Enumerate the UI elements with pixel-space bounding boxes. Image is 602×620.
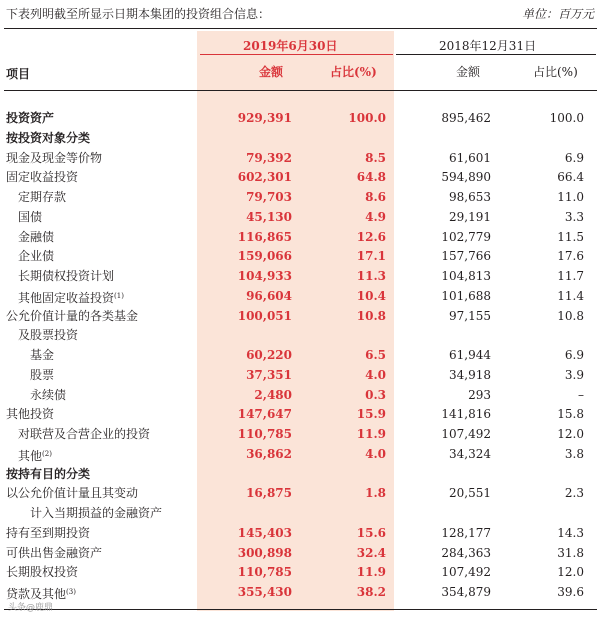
row-label [6, 484, 138, 503]
pct-2019-cell: 11.9 [356, 565, 386, 580]
pct-2018-cell: 14.3 [557, 525, 584, 540]
row-label-text: 金融债 [18, 229, 55, 244]
row-label-text: 持有至到期投资 [6, 525, 91, 540]
row-label [18, 228, 54, 247]
row-label [30, 346, 54, 365]
row-label [6, 307, 138, 326]
unit-label: 单位：百万元 [521, 7, 594, 21]
row-label [6, 405, 54, 424]
amount-header-2018: 金额 [456, 65, 481, 79]
table-row [0, 149, 602, 168]
amount-2018-cell: 293 [468, 387, 491, 402]
amount-2019-cell: 929,391 [237, 111, 292, 125]
amount-2018-cell: 895,462 [441, 111, 491, 125]
pct-2018-cell: 12.0 [557, 427, 584, 441]
table-row [0, 484, 602, 503]
pct-2018-cell: 6.9 [564, 150, 584, 165]
row-label-text: 对联营及合营企业的投资 [18, 427, 151, 441]
row-label [6, 109, 54, 128]
row-label [30, 504, 162, 523]
pct-2019-cell: 4.0 [365, 446, 386, 461]
pct-2018-cell: 6.9 [564, 348, 584, 362]
table-row [0, 188, 602, 207]
pct-2018-cell: 15.8 [557, 407, 584, 422]
row-label [18, 445, 52, 466]
row-label [6, 544, 102, 563]
pct-2019-cell: 11.3 [356, 269, 386, 283]
table-row [0, 445, 602, 464]
amount-2018-cell: 61,601 [449, 150, 491, 165]
pct-2019-cell: 8.5 [365, 150, 386, 165]
pct-2019-cell: 0.3 [365, 387, 386, 402]
row-label [6, 563, 78, 582]
pct-2018-cell: 12.0 [557, 565, 584, 580]
row-label [18, 267, 114, 286]
row-label-text: 投资资产 [6, 111, 55, 125]
amount-2018-cell: 284,363 [441, 545, 491, 560]
pct-2019-cell: 4.9 [365, 209, 386, 224]
amount-2018-cell: 104,813 [441, 269, 491, 283]
pct-2019-cell: 15.9 [356, 407, 386, 422]
amount-2019-cell: 159,066 [237, 249, 292, 264]
footnote-marker: (2) [42, 449, 52, 458]
pct-2019-cell: 10.4 [356, 288, 386, 303]
pct-2018-cell: 66.4 [557, 170, 584, 185]
amount-2018-cell: 61,944 [449, 348, 491, 362]
amount-2019-cell: 110,785 [237, 427, 292, 441]
row-label-text: 其他 [18, 448, 43, 463]
table-row [0, 504, 602, 523]
table-row [0, 366, 602, 385]
amount-2018-cell: 34,324 [449, 446, 491, 461]
row-label-text: 及股票投资 [18, 328, 79, 343]
row-label-text: 现金及现金等价物 [6, 150, 103, 165]
table-row [0, 544, 602, 563]
pct-2018-cell: 39.6 [557, 585, 584, 599]
table-row [0, 267, 602, 286]
pct-2018-cell: 3.3 [564, 209, 584, 224]
amount-2019-cell: 110,785 [237, 565, 292, 580]
table-row [0, 563, 602, 582]
amount-2019-cell: 36,862 [246, 446, 292, 461]
amount-2019-cell: 45,130 [246, 209, 292, 224]
pct-header-2018: 占比(%) [533, 65, 578, 79]
pct-2019-cell: 38.2 [356, 585, 386, 599]
watermark: 头条@鹿鼎 [8, 603, 54, 613]
row-label [18, 208, 42, 227]
pct-2018-cell: – [578, 387, 584, 402]
row-label-text: 股票 [30, 367, 55, 382]
row-label [18, 188, 66, 207]
pct-2019-cell: 10.8 [356, 308, 386, 323]
table-row [0, 208, 602, 227]
row-label-text: 基金 [30, 348, 55, 362]
row-label [6, 149, 102, 168]
amount-2019-cell: 96,604 [246, 288, 292, 303]
pct-2019-cell: 1.8 [365, 486, 386, 501]
amount-2019-cell: 104,933 [237, 269, 292, 283]
table-row [0, 307, 602, 326]
table-row [0, 386, 602, 405]
row-label-text: 长期债权投资计划 [18, 269, 115, 283]
table-row [0, 109, 602, 128]
pct-2018-cell: 10.8 [557, 308, 584, 323]
row-label [30, 366, 54, 385]
pct-2019-cell: 11.9 [356, 427, 386, 441]
row-label-text: 按投资对象分类 [6, 130, 91, 145]
amount-2019-cell: 2,480 [254, 387, 292, 402]
amount-2019-cell: 116,865 [237, 229, 292, 244]
amount-2018-cell: 594,890 [441, 170, 491, 185]
pct-2018-cell: 11.4 [557, 288, 584, 303]
pct-2018-cell: 11.5 [557, 229, 584, 244]
amount-2018-cell: 102,779 [441, 229, 491, 244]
amount-2018-cell: 107,492 [441, 565, 491, 580]
row-label-text: 以公允价值计量且其变动 [6, 486, 139, 501]
row-label [6, 168, 78, 187]
row-label [6, 129, 90, 148]
pct-2018-cell: 11.7 [557, 269, 584, 283]
table-row [0, 524, 602, 543]
amount-header-2019: 金额 [259, 65, 284, 79]
period1-header: 2019年6月30日 [243, 39, 338, 53]
amount-2019-cell: 355,430 [237, 585, 292, 599]
amount-2019-cell: 602,301 [237, 170, 292, 185]
row-label-text: 国债 [18, 209, 43, 224]
amount-2019-cell: 60,220 [246, 348, 292, 362]
row-label-text: 永续债 [30, 387, 67, 402]
row-label [6, 524, 90, 543]
amount-2019-cell: 300,898 [237, 545, 292, 560]
amount-2018-cell: 20,551 [449, 486, 491, 501]
pct-header-2019: 占比(%) [330, 65, 377, 79]
table-row [0, 168, 602, 187]
table-row [0, 228, 602, 247]
amount-2018-cell: 97,155 [449, 308, 491, 323]
row-label-text: 计入当期损益的金融资产 [30, 506, 163, 520]
table-row [0, 425, 602, 444]
intro-text: 下表列明截至所显示日期本集团的投资组合信息： [6, 7, 271, 21]
pct-2019-cell: 32.4 [356, 545, 386, 560]
amount-2018-cell: 98,653 [449, 190, 491, 204]
table-row [0, 583, 602, 602]
pct-2018-cell: 3.8 [564, 446, 584, 461]
pct-2018-cell: 31.8 [557, 545, 584, 560]
pct-2019-cell: 12.6 [356, 229, 386, 244]
row-label-text: 定期存款 [18, 190, 67, 204]
row-label [18, 287, 124, 308]
amount-2018-cell: 354,879 [441, 585, 491, 599]
table-row [0, 465, 602, 484]
amount-2019-cell: 147,647 [237, 407, 292, 422]
pct-2019-cell: 15.6 [356, 525, 386, 540]
item-header: 项目 [6, 67, 31, 81]
table-row [0, 405, 602, 424]
amount-2018-cell: 34,918 [449, 367, 491, 382]
footnote-marker: (1) [114, 291, 124, 300]
pct-2018-cell: 11.0 [557, 190, 584, 204]
row-label-text: 公允价值计量的各类基金 [6, 308, 139, 323]
pct-2018-cell: 17.6 [557, 249, 584, 264]
row-label [18, 247, 54, 266]
row-label-text: 企业债 [18, 249, 55, 264]
pct-2019-cell: 4.0 [365, 367, 386, 382]
row-label-text: 按持有目的分类 [6, 466, 91, 481]
table-row [0, 129, 602, 148]
amount-2019-cell: 100,051 [237, 308, 292, 323]
amount-2018-cell: 157,766 [441, 249, 491, 264]
pct-2018-cell: 3.9 [564, 367, 584, 382]
amount-2018-cell: 141,816 [441, 407, 491, 422]
pct-2019-cell: 8.6 [365, 190, 386, 204]
row-label-text: 长期股权投资 [6, 565, 79, 580]
table-row [0, 346, 602, 365]
row-label-text: 其他固定收益投资 [18, 290, 115, 305]
amount-2019-cell: 37,351 [246, 367, 292, 382]
amount-2018-cell: 107,492 [441, 427, 491, 441]
amount-2018-cell: 128,177 [441, 525, 491, 540]
footnote-marker: (3) [66, 588, 76, 596]
table-row [0, 326, 602, 345]
pct-2018-cell: 100.0 [549, 111, 584, 125]
pct-2019-cell: 6.5 [365, 348, 386, 362]
row-label [18, 425, 150, 444]
pct-2019-cell: 64.8 [356, 170, 386, 185]
amount-2019-cell: 16,875 [246, 486, 292, 501]
amount-2019-cell: 79,703 [246, 190, 292, 204]
row-label [18, 326, 78, 345]
row-label-text: 其他投资 [6, 407, 55, 422]
pct-2019-cell: 17.1 [356, 249, 386, 264]
row-label-text: 贷款及其他 [6, 587, 67, 601]
table-row [0, 287, 602, 306]
row-label [6, 465, 90, 484]
table-row [0, 247, 602, 266]
pct-2018-cell: 2.3 [564, 486, 584, 501]
row-label [30, 386, 66, 405]
pct-2019-cell: 100.0 [348, 111, 386, 125]
amount-2019-cell: 79,392 [246, 150, 292, 165]
amount-2018-cell: 29,191 [449, 209, 491, 224]
amount-2019-cell: 145,403 [237, 525, 292, 540]
amount-2018-cell: 101,688 [441, 288, 491, 303]
row-label-text: 可供出售金融资产 [6, 545, 103, 560]
row-label-text: 固定收益投资 [6, 170, 79, 185]
period2-header: 2018年12月31日 [439, 39, 537, 53]
